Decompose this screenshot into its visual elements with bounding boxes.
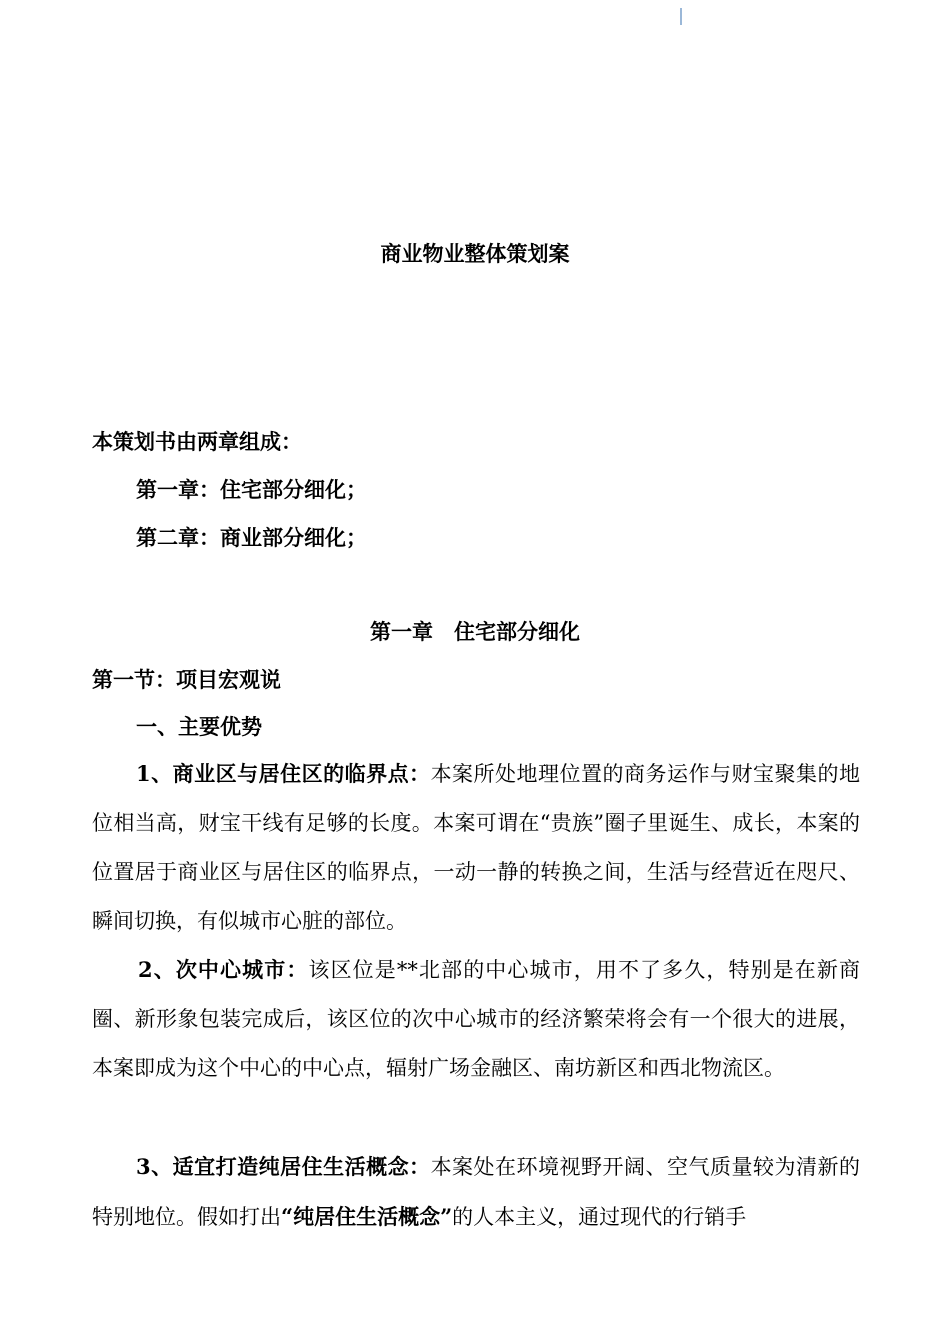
point-3-text-before: 本案处在环境视野开阔、空气质量较为清新的特别地位。假如打出 [92, 1155, 860, 1229]
point-3-label: 3、适宜打造纯居住生活概念： [136, 1154, 431, 1179]
point-3-highlight: “纯居住生活概念” [281, 1204, 453, 1229]
paragraph-point-3 [92, 1142, 860, 1242]
intro-item-chapter-1: 第一章：住宅部分细化； [136, 477, 367, 502]
point-3-text-after: 的人本主义，通过现代的行销手 [452, 1205, 747, 1229]
intro-item-chapter-2: 第二章：商业部分细化； [136, 525, 367, 550]
document-title: 商业物业整体策划案 [380, 241, 570, 266]
section-heading: 第一节：项目宏观说 [92, 667, 281, 692]
page-corner-mark [680, 8, 682, 25]
point-2-label: 2、次中心城市： [138, 957, 309, 982]
point-2-text: 该区位是**北部的中心城市，用不了多久，特别是在新商圈、新形象包装完成后，该区位的次中心城市的经济繁荣将会有一个很大的进展，本案即成为这个中心的中心点，辐射广场金融区、南坊新区和西北物流区。 [92, 958, 860, 1080]
subsection-heading: 一、主要优势 [136, 714, 262, 739]
paragraph-point-2 [92, 945, 860, 1093]
paragraph-point-1 [92, 749, 860, 946]
point-1-text: 本案所处地理位置的商务运作与财宝聚集的地位相当高，财宝干线有足够的长度。本案可谓在“贵族”圈子里诞生、成长，本案的位置居于商业区与居住区的临界点，一动一静的转换之间，生活与经营近在咫尺、瞬间切换，有似城市心脏的部位。 [92, 762, 860, 933]
chapter-heading: 第一章 住宅部分细化 [370, 619, 580, 644]
intro-lead: 本策划书由两章组成： [92, 429, 302, 454]
point-1-label: 1、商业区与居住区的临界点： [136, 761, 431, 786]
